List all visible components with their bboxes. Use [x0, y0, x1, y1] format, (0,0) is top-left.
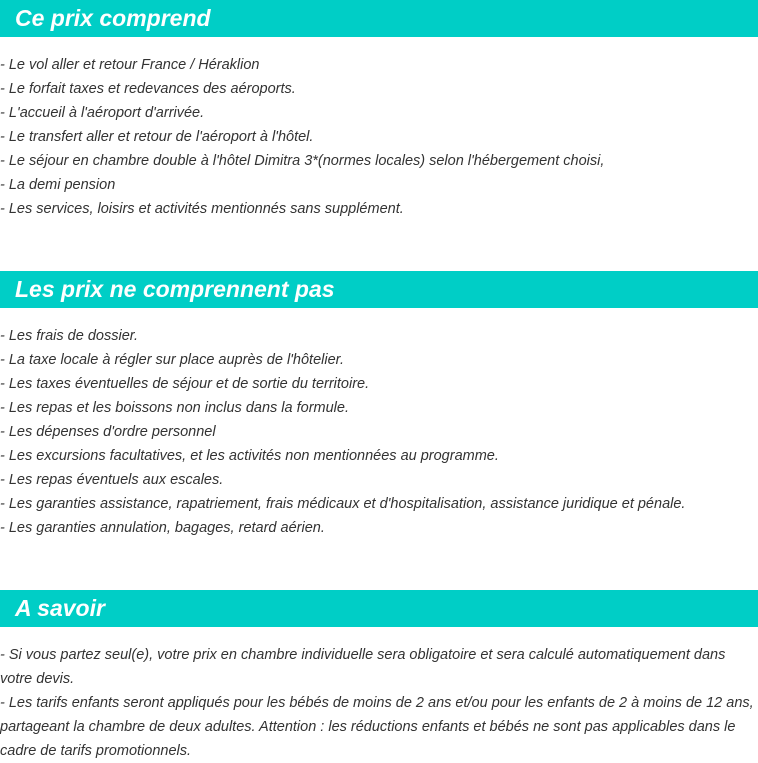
section-title-good-to-know: A savoir [0, 590, 758, 627]
list-item: - Les repas et les boissons non inclus dans la formule. [0, 400, 349, 416]
price-includes-list [0, 53, 758, 221]
list-item: - Les excursions facultatives, et les activités non mentionnées au programme. [0, 448, 499, 464]
section-title-price-excludes: Les prix ne comprennent pas [0, 271, 758, 308]
info-paragraph-single-room: - Si vous partez seul(e), votre prix en chambre individuelle sera obligatoire et sera calculé automatiquement dans votre devis. [0, 647, 726, 687]
list-item: - Les taxes éventuelles de séjour et de sortie du territoire. [0, 376, 370, 392]
list-item: - Le transfert aller et retour de l'aéroport à l'hôtel. [0, 129, 314, 145]
section-title-price-includes: Ce prix comprend [0, 0, 758, 37]
list-item: - La demi pension [0, 177, 116, 193]
price-excludes-list [0, 324, 758, 540]
list-item: - Le forfait taxes et redevances des aéroports. [0, 81, 296, 97]
list-item: - Le séjour en chambre double à l'hôtel Dimitra 3*(normes locales) selon l'hébergement choisi, [0, 153, 605, 169]
list-item: - Les repas éventuels aux escales. [0, 472, 224, 488]
list-item: - Les garanties annulation, bagages, retard aérien. [0, 520, 325, 536]
list-item: - L'accueil à l'aéroport d'arrivée. [0, 105, 205, 121]
list-item: - Le vol aller et retour France / Héraklion [0, 57, 260, 73]
list-item: - La taxe locale à régler sur place auprès de l'hôtelier. [0, 352, 344, 368]
list-item: - Les frais de dossier. [0, 328, 139, 344]
list-item: - Les garanties assistance, rapatriement, frais médicaux et d'hospitalisation, assistance juridique et pénale. [0, 496, 686, 512]
info-paragraph-child-rates: - Les tarifs enfants seront appliqués pour les bébés de moins de 2 ans et/ou pour les enfants de 2 à moins de 12 ans, partageant la chambre de deux adultes. Attention : les réductions enfants et bébés ne sont pas applicables dans le cadre de tarifs promotionnels. [0, 695, 754, 759]
list-item: - Les services, loisirs et activités mentionnés sans supplément. [0, 201, 404, 217]
list-item: - Les dépenses d'ordre personnel [0, 424, 216, 440]
